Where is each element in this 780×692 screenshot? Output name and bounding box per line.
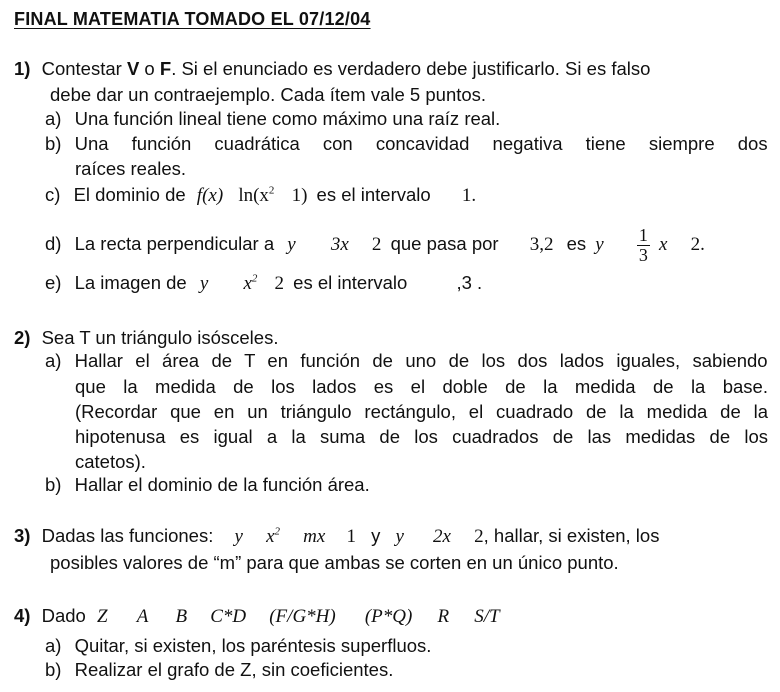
q1-d-const: 2 xyxy=(371,234,382,255)
q1-e-x2-exp: 2 xyxy=(251,272,258,285)
q3-x2-base: x xyxy=(266,526,275,547)
q1-item-e xyxy=(45,272,482,295)
q1-d-y1: y xyxy=(287,234,296,255)
q4-line1 xyxy=(14,605,500,628)
q1-d-point: 3,2 xyxy=(529,234,554,255)
q1-c-ln-text: ln(x xyxy=(238,185,269,206)
q1-d-label: d) xyxy=(45,233,62,254)
q1-e-const: 2 xyxy=(274,273,285,294)
q2-a-label: a) xyxy=(45,350,62,371)
q3-2x: 2x xyxy=(433,526,451,547)
q1-item-a xyxy=(45,108,500,130)
q4-item-b xyxy=(45,659,393,681)
q4-item-a xyxy=(45,635,431,657)
q3-mx: mx xyxy=(303,526,326,547)
q1-d-text2: que pasa por xyxy=(390,233,499,254)
q1-intro-text-a: Contestar xyxy=(41,58,127,79)
q1-item-b xyxy=(45,133,768,155)
q4-b-text: Realizar el grafo de Z, sin coeficientes. xyxy=(74,659,394,680)
q2-a-line1: Hallar el área de T en función de uno de los dos lados iguales, sabiendo xyxy=(74,350,768,371)
q2-b-text: Hallar el dominio de la función área. xyxy=(74,474,370,495)
q3-text-y: y xyxy=(371,525,381,546)
q4-r: R xyxy=(437,606,450,627)
q3-x2-exp: 2 xyxy=(274,525,280,538)
q3-line2: posibles valores de “m” para que ambas se corten en un único punto. xyxy=(50,552,619,573)
q1-d-y2: y xyxy=(595,234,604,255)
q1-e-text2: es el intervalo xyxy=(293,272,408,293)
q1-d-x: x xyxy=(659,234,668,255)
q1-d-fraction-num: 1 xyxy=(638,224,648,245)
q1-c-interval: 1. xyxy=(461,185,477,206)
q2-b-label: b) xyxy=(45,474,62,495)
q4-a-text: Quitar, si existen, los paréntesis superfluos. xyxy=(74,635,432,656)
q1-d-fraction-den: 3 xyxy=(638,244,648,265)
q1-c-text2: es el intervalo xyxy=(316,184,431,205)
q3-x2 xyxy=(266,526,280,547)
q1-c-ln-close: 1) xyxy=(291,185,308,206)
q1-e-label: e) xyxy=(45,272,62,293)
q1-c-label: c) xyxy=(45,184,61,205)
q1-e-interval: ,3 . xyxy=(456,272,483,293)
q2-a-line4: hipotenusa es igual a la suma de los cuadrados de las medidas de los xyxy=(75,426,768,447)
q2-a-line5: catetos). xyxy=(75,451,146,472)
q1-v-letter: V xyxy=(126,58,140,79)
q1-item-d xyxy=(45,222,705,266)
q1-c-text1: El dominio de xyxy=(73,184,186,205)
q1-item-c xyxy=(45,184,476,207)
q4-fgh: (F/G*H) xyxy=(269,606,336,627)
q1-o-word: o xyxy=(139,58,160,79)
q4-cd: C*D xyxy=(210,606,247,627)
q3-number: 3) xyxy=(14,525,31,546)
q4-b: B xyxy=(175,606,188,627)
q3-y2: y xyxy=(395,526,404,547)
q4-text1: Dado xyxy=(41,605,86,626)
q2-item-a xyxy=(45,350,768,372)
q3-text3: , hallar, si existen, los xyxy=(483,525,660,546)
q1-d-const2: 2. xyxy=(690,234,705,255)
q4-number: 4) xyxy=(14,605,31,626)
exam-title: FINAL MATEMATIA TOMADO EL 07/12/04 xyxy=(14,9,371,29)
q3-const1: 1 xyxy=(346,526,356,547)
q4-st: S/T xyxy=(474,606,500,627)
q1-a-label: a) xyxy=(45,108,62,129)
q1-number: 1) xyxy=(14,58,31,79)
q1-e-x2 xyxy=(243,273,257,294)
q2-intro xyxy=(14,327,278,349)
q3-text1: Dadas las funciones: xyxy=(41,525,214,546)
q4-z: Z xyxy=(96,606,108,627)
q4-b-label: b) xyxy=(45,659,62,680)
q1-intro-line1 xyxy=(14,58,768,80)
q1-c-ln xyxy=(238,185,274,206)
q1-intro-text-b: . Si el enunciado es verdadero debe justificarlo. Si es falso xyxy=(171,58,651,79)
q1-d-fraction xyxy=(637,226,650,265)
q2-item-b xyxy=(45,474,370,496)
q1-e-x2-base: x xyxy=(243,273,252,294)
q3-const2: 2 xyxy=(474,526,484,547)
q2-intro-text: Sea T un triángulo isósceles. xyxy=(41,327,279,348)
q1-e-text1: La imagen de xyxy=(74,272,187,293)
q1-intro-line2: debe dar un contraejemplo. Cada ítem vale 5 puntos. xyxy=(50,84,487,105)
q1-d-3x: 3x xyxy=(330,234,349,255)
q4-pq: (P*Q) xyxy=(364,606,413,627)
q1-b-line2: raíces reales. xyxy=(75,158,187,179)
q1-d-text1: La recta perpendicular a xyxy=(74,233,275,254)
q2-a-line2: que la medida de los lados es el doble de la medida de la base. xyxy=(75,376,768,397)
q4-a: A xyxy=(136,606,149,627)
q1-d-text3: es xyxy=(566,233,587,254)
q1-e-y: y xyxy=(199,273,209,294)
q1-c-fx: f(x) xyxy=(196,185,224,206)
q4-a-label: a) xyxy=(45,635,62,656)
q2-a-line3: (Recordar que en un triángulo rectángulo, el cuadrado de la medida de la xyxy=(75,401,768,422)
q1-a-text: Una función lineal tiene como máximo una raíz real. xyxy=(74,108,501,129)
q1-b-label: b) xyxy=(45,133,62,154)
q3-y1: y xyxy=(234,526,243,547)
q3-line1 xyxy=(14,525,768,548)
q1-b-line1: Una función cuadrática con concavidad negativa tiene siempre dos xyxy=(74,133,768,154)
q1-c-ln-exp: 2 xyxy=(268,184,275,197)
q2-number: 2) xyxy=(14,327,31,348)
q1-f-letter: F xyxy=(159,58,172,79)
